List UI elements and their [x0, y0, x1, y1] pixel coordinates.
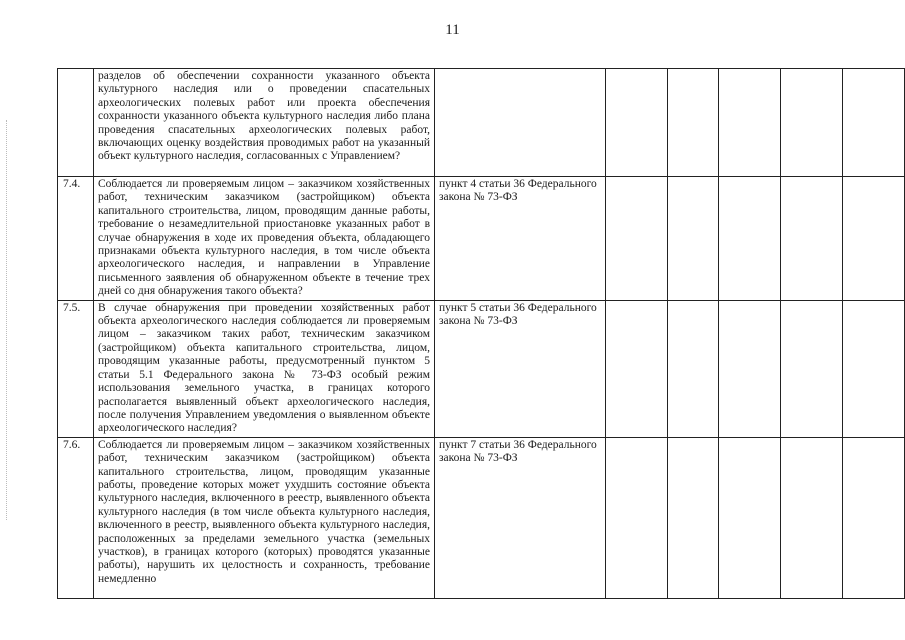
table-row [58, 300, 905, 437]
row-number [58, 69, 94, 177]
checklist-table [57, 68, 905, 599]
answer-cell-extra [843, 177, 905, 301]
table-row [58, 177, 905, 301]
answer-cell-na [719, 300, 781, 437]
answer-cell-extra [843, 69, 905, 177]
row-number: 7.6. [58, 437, 94, 598]
row-question: В случае обнаружения при проведении хозяйственных работ объекта археологического наследия соблюдается ли проверяемым лицом – заказчиком таких работ, техническим заказчиком (застройщиком) объекта капитального строительства, лицом, проводящим указанные работы, предусмотренный пунктом 5 статьи 5.1 Федерального закона № 73-ФЗ особый режим использования земельного участка, в границах которого располагается выявленный объект археологического наследия, после получения Управлением уведомления о выявленном объекте археологического наследия? [94, 300, 435, 437]
row-reference [435, 69, 606, 177]
answer-cell-yes [606, 437, 668, 598]
row-number: 7.5. [58, 300, 94, 437]
answer-cell-no [668, 437, 719, 598]
answer-cell-na [719, 177, 781, 301]
answer-cell-na [719, 437, 781, 598]
row-reference: пункт 4 статьи 36 Федерального закона № 73-ФЗ [435, 177, 606, 301]
row-reference: пункт 7 статьи 36 Федерального закона № 73-ФЗ [435, 437, 606, 598]
answer-cell-yes [606, 69, 668, 177]
answer-cell-note [781, 300, 843, 437]
answer-cell-na [719, 69, 781, 177]
row-question: Соблюдается ли проверяемым лицом – заказчиком хозяйственных работ, техническим заказчиком (застройщиком) объекта капитального строительства, лицом, проводящим указанные работы, проведение которых может ухудшить состояние объекта культурного наследия, включенного в реестр, выявленного объекта культурного наследия (в том числе объекта культурного наследия, включенного в реестр, выявленного объекта культурного наследия, расположенных за пределами земельного участка (земельных участков), в границах которого (которых) проводятся указанные работы), нарушить их целостность и сохранность, требование немедленно [94, 437, 435, 598]
answer-cell-yes [606, 300, 668, 437]
answer-cell-no [668, 300, 719, 437]
row-question: Соблюдается ли проверяемым лицом – заказчиком хозяйственных работ, техническим заказчиком (застройщиком) объекта капитального строительства, лицом, проводящим данные работы, требование о незамедлительной приостановке указанных работ в случае обнаружения в ходе их проведения объекта, обладающего признаками объекта культурного наследия, в том числе объекта археологического наследия, и направлении в Управление письменного заявления об обнаруженном объекте в течение трех дней со дня обнаружения такого объекта? [94, 177, 435, 301]
page-number: 11 [445, 22, 460, 38]
answer-cell-note [781, 177, 843, 301]
table-row [58, 69, 905, 177]
answer-cell-no [668, 69, 719, 177]
table-row [58, 437, 905, 598]
answer-cell-note [781, 437, 843, 598]
answer-cell-yes [606, 177, 668, 301]
answer-cell-extra [843, 437, 905, 598]
row-reference: пункт 5 статьи 36 Федерального закона № 73-ФЗ [435, 300, 606, 437]
row-question: разделов об обеспечении сохранности указанного объекта культурного наследия или о проведении спасательных археологических полевых работ или проекта обеспечения сохранности указанного объекта культурного наследия либо плана проведения спасательных археологических полевых работ, включающих оценку воздействия проводимых работ на указанный объект культурного наследия, согласованных с Управлением? [94, 69, 435, 177]
scan-edge-marks [6, 120, 9, 520]
row-number: 7.4. [58, 177, 94, 301]
answer-cell-extra [843, 300, 905, 437]
answer-cell-note [781, 69, 843, 177]
answer-cell-no [668, 177, 719, 301]
